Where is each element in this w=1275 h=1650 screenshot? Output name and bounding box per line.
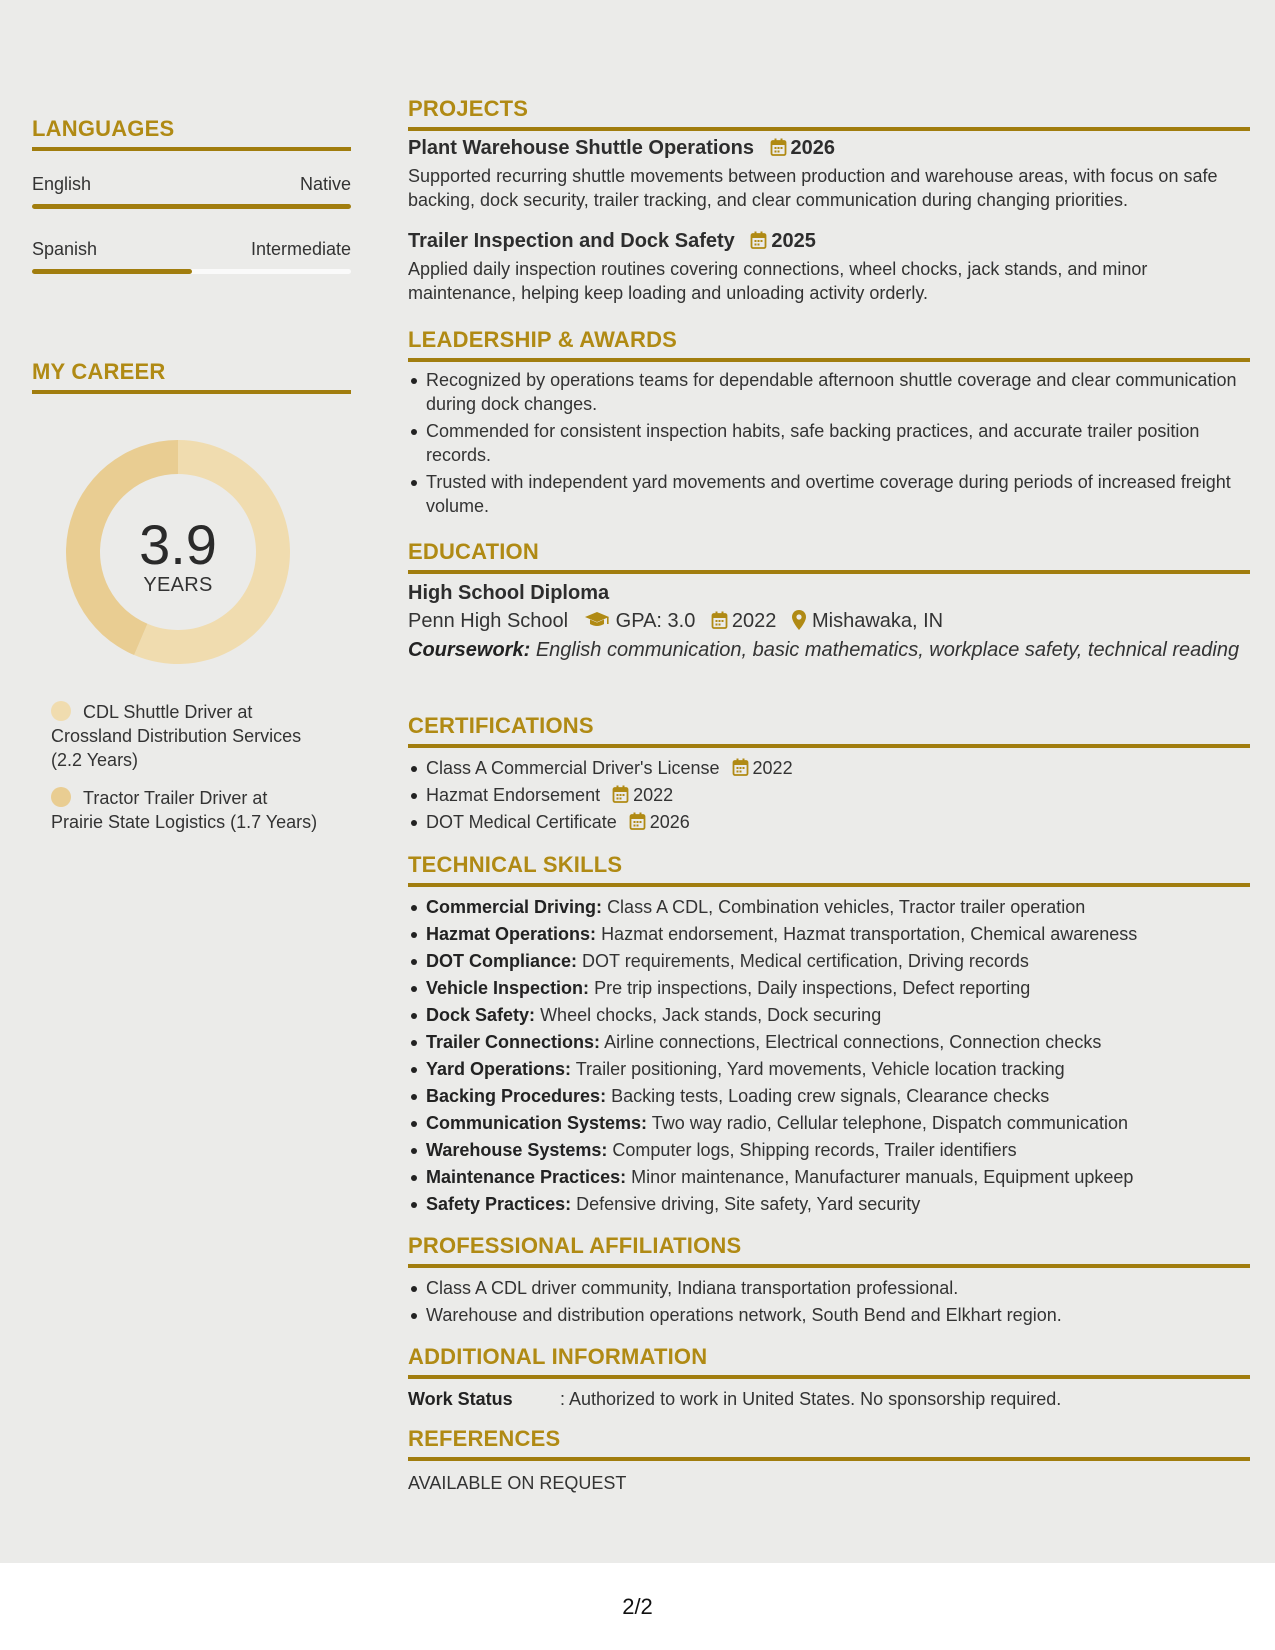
career-legend-text: Tractor Trailer Driver at Prairie State Logistics (1.7 Years): [51, 788, 318, 832]
legend-dot-icon: [51, 787, 71, 807]
skill-value: DOT requirements, Medical certification, Driving records: [582, 951, 1029, 971]
language-proficiency-fill: [32, 204, 351, 209]
work-status-label: Work Status: [408, 1389, 513, 1409]
career-total-value: 3.9: [139, 513, 217, 576]
coursework-label: Coursework:: [408, 639, 531, 661]
language-level: Intermediate: [250, 239, 351, 259]
certifications-title: CERTIFICATIONS: [408, 713, 594, 738]
languages-section: [32, 116, 351, 274]
skill-value: Wheel chocks, Jack stands, Dock securing: [540, 1005, 882, 1025]
section-rule: [408, 883, 1250, 887]
work-status-value: : Authorized to work in United States. No sponsorship required.: [560, 1389, 1062, 1409]
page-number: 2/2: [622, 1594, 653, 1619]
section-rule: [408, 1375, 1250, 1379]
calendar-icon: [612, 785, 633, 805]
career-legend-item: [51, 700, 321, 772]
skill-item: [408, 1165, 1250, 1189]
language-proficiency-bar: [32, 269, 351, 274]
education-location: Mishawaka, IN: [811, 610, 944, 632]
skill-label: Warehouse Systems:: [426, 1140, 608, 1160]
location-pin-icon: [792, 610, 806, 632]
language-item: [32, 174, 351, 209]
skill-value: Defensive driving, Site safety, Yard security: [576, 1194, 921, 1214]
skill-item: [408, 1111, 1250, 1135]
certification-year: 2026: [649, 812, 690, 832]
skill-item: [408, 1003, 1250, 1027]
list-item: Commended for consistent inspection habits, safe backing practices, and accurate trailer position records.: [408, 419, 1250, 467]
project-year: 2025: [771, 230, 816, 252]
languages-title: LANGUAGES: [32, 116, 175, 141]
list-item: Trusted with independent yard movements and overtime coverage during periods of increased freight volume.: [408, 470, 1250, 518]
project-description: Supported recurring shuttle movements between production and warehouse areas, with focus on safe backing, dock security, trailer tracking, and clear communication during changing priorities.: [408, 166, 1218, 210]
affiliations-section: [408, 1233, 1250, 1327]
skill-label: Safety Practices:: [426, 1194, 572, 1214]
certification-name: Hazmat Endorsement: [426, 785, 601, 805]
section-rule: [408, 1264, 1250, 1268]
calendar-icon: [770, 137, 791, 159]
skill-value: Trailer positioning, Yard movements, Vehicle location tracking: [575, 1059, 1065, 1079]
language-level: Native: [299, 174, 351, 194]
certifications-section: [408, 713, 1250, 834]
skill-label: Communication Systems:: [426, 1113, 648, 1133]
certification-year: 2022: [752, 758, 793, 778]
certification-year: 2022: [633, 785, 674, 805]
career-legend-item: [51, 786, 321, 834]
skill-value: Hazmat endorsement, Hazmat transportation, Chemical awareness: [601, 924, 1138, 944]
skills-title: TECHNICAL SKILLS: [408, 852, 623, 877]
project-name: Trailer Inspection and Dock Safety: [408, 230, 735, 252]
skill-value: Class A CDL, Combination vehicles, Tractor trailer operation: [607, 897, 1086, 917]
skill-item: [408, 1030, 1250, 1054]
skill-label: Dock Safety:: [426, 1005, 536, 1025]
additional-section: [408, 1344, 1250, 1411]
list-item: Warehouse and distribution operations network, South Bend and Elkhart region.: [408, 1303, 1250, 1327]
certification-name: Class A Commercial Driver's License: [426, 758, 720, 778]
list-item: Class A CDL driver community, Indiana transportation professional.: [408, 1276, 1250, 1300]
list-item: [408, 783, 1250, 807]
leadership-list: [408, 368, 1250, 518]
education-coursework: [408, 638, 1250, 662]
calendar-icon: [750, 230, 771, 252]
skill-item: [408, 922, 1250, 946]
skill-value: Two way radio, Cellular telephone, Dispatch communication: [651, 1113, 1128, 1133]
leadership-section: [408, 327, 1250, 518]
career-section-header: [32, 359, 351, 394]
section-rule: [408, 744, 1250, 748]
project-year: 2026: [790, 137, 836, 159]
section-rule: [408, 127, 1250, 131]
list-item: [408, 756, 1250, 780]
skills-section: [408, 852, 1250, 1216]
skill-label: Vehicle Inspection:: [426, 978, 590, 998]
affiliations-title: PROFESSIONAL AFFILIATIONS: [408, 1233, 742, 1258]
project-description: Applied daily inspection routines covering connections, wheel chocks, jack stands, and minor maintenance, helping keep loading and unloading activity orderly.: [408, 259, 1148, 303]
section-rule: [408, 570, 1250, 574]
education-section: [408, 539, 1250, 662]
calendar-icon: [711, 610, 732, 632]
list-item: [408, 810, 1250, 834]
additional-title: ADDITIONAL INFORMATION: [408, 1344, 708, 1369]
language-name: Spanish: [32, 239, 98, 259]
projects-title: PROJECTS: [408, 96, 529, 121]
language-item: [32, 239, 351, 274]
calendar-icon: [629, 812, 650, 832]
leadership-title: LEADERSHIP & AWARDS: [408, 327, 678, 352]
section-rule: [32, 147, 351, 151]
section-rule: [32, 390, 351, 394]
skill-label: Backing Procedures:: [426, 1086, 607, 1106]
career-title: MY CAREER: [32, 359, 166, 384]
education-degree: High School Diploma: [408, 582, 610, 604]
references-section: [408, 1426, 1250, 1495]
skill-item: [408, 976, 1250, 1000]
skill-value: Pre trip inspections, Daily inspections, Defect reporting: [594, 978, 1031, 998]
language-proficiency-bar: [32, 204, 351, 209]
skill-value: Computer logs, Shipping records, Trailer identifiers: [612, 1140, 1017, 1160]
skill-value: Minor maintenance, Manufacturer manuals, Equipment upkeep: [631, 1167, 1134, 1187]
skill-label: Commercial Driving:: [426, 897, 603, 917]
calendar-icon: [732, 758, 753, 778]
skill-label: Hazmat Operations:: [426, 924, 597, 944]
coursework-text: English communication, basic mathematics, workplace safety, technical reading: [535, 639, 1240, 661]
skill-label: Maintenance Practices:: [426, 1167, 627, 1187]
certifications-list: [408, 756, 1250, 834]
education-title: EDUCATION: [408, 539, 539, 564]
page-footer: [0, 1563, 1275, 1650]
skill-item: [408, 1084, 1250, 1108]
projects-section: [408, 96, 1250, 131]
skill-item: [408, 1057, 1250, 1081]
section-rule: [408, 358, 1250, 362]
language-proficiency-fill: [32, 269, 192, 274]
education-year: 2022: [731, 610, 777, 632]
language-name: English: [32, 174, 92, 194]
skill-label: Yard Operations:: [426, 1059, 572, 1079]
skill-value: Backing tests, Loading crew signals, Clearance checks: [611, 1086, 1050, 1106]
legend-dot-icon: [51, 701, 71, 721]
skill-item: [408, 1192, 1250, 1216]
education-gpa: GPA: 3.0: [615, 610, 696, 632]
references-title: REFERENCES: [408, 1426, 561, 1451]
skills-list: [408, 895, 1250, 1216]
career-donut-chart: [66, 440, 290, 664]
skill-value: Airline connections, Electrical connections, Connection checks: [604, 1032, 1102, 1052]
career-legend-text: CDL Shuttle Driver at Crossland Distribution Services (2.2 Years): [51, 702, 302, 770]
education-school: Penn High School: [408, 610, 569, 632]
project-entry: [408, 230, 1250, 305]
career-total-unit: YEARS: [143, 574, 213, 596]
section-rule: [408, 1457, 1250, 1461]
skill-item: [408, 1138, 1250, 1162]
education-details: [408, 610, 1250, 633]
project-entry: [408, 137, 1250, 212]
skill-label: Trailer Connections:: [426, 1032, 601, 1052]
affiliations-list: [408, 1276, 1250, 1327]
project-name: Plant Warehouse Shuttle Operations: [408, 137, 754, 159]
graduation-cap-icon: [584, 610, 610, 632]
work-status-row: [408, 1387, 1250, 1411]
skill-label: DOT Compliance:: [426, 951, 578, 971]
references-text: AVAILABLE ON REQUEST: [408, 1473, 627, 1493]
list-item: Recognized by operations teams for dependable afternoon shuttle coverage and clear communication during dock changes.: [408, 368, 1250, 416]
skill-item: [408, 949, 1250, 973]
skill-item: [408, 895, 1250, 919]
certification-name: DOT Medical Certificate: [426, 812, 617, 832]
